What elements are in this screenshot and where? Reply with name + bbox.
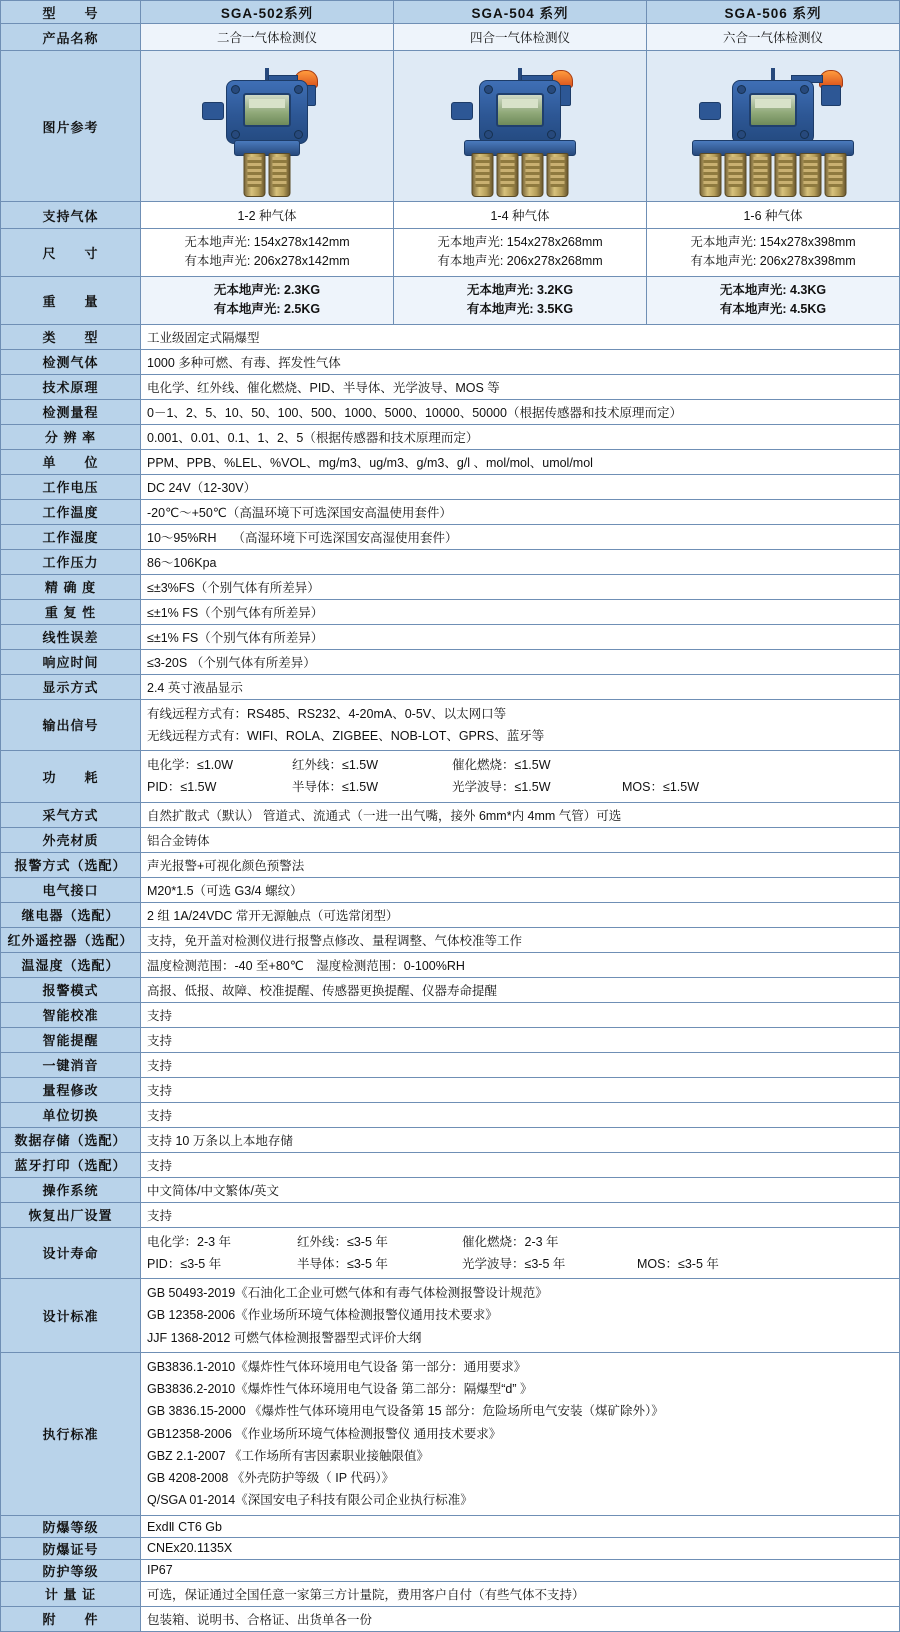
row-label: 温湿度（选配） (1, 952, 141, 977)
row-label: 检测气体 (1, 349, 141, 374)
table-row-spec (1, 1559, 900, 1581)
size-506-line2: 有本地声光: 206x278x398mm (690, 254, 856, 269)
row-label-design-life: 设计寿命 (1, 1227, 141, 1279)
row-value: 支持 (141, 1202, 900, 1227)
row-value: PPM、PPB、%LEL、%VOL、mg/m3、ug/m3、g/m3、g/l 、mol/mol、umol/mol (141, 449, 900, 474)
table-row-spec (1, 1077, 900, 1102)
output-signal-line2: 无线远程方式有：WIFI、ROLA、ZIGBEE、NOB-LOT、GPRS、蓝牙等 (147, 728, 545, 743)
power-value (141, 751, 900, 803)
row-value: ≤±3%FS（个别气体有所差异） (141, 574, 900, 599)
size-506 (647, 229, 900, 277)
table-row-spec (1, 1152, 900, 1177)
weight-506 (647, 276, 900, 324)
device-illustration-6gas (653, 54, 893, 200)
device-image-506 (647, 51, 900, 202)
size-502 (141, 229, 394, 277)
row-label: 附 件 (1, 1606, 141, 1631)
design-standard-line3: JJF 1368-2012 可燃气体检测报警器型式评价大纲 (147, 1330, 422, 1345)
power-row-1 (147, 754, 893, 776)
model-504: SGA-504 系列 (394, 1, 647, 24)
row-label-weight: 重 量 (1, 276, 141, 324)
table-row-spec (1, 952, 900, 977)
power-semiconductor: 半导体：≤1.5W (292, 780, 379, 795)
table-row-image (1, 51, 900, 202)
weight-502 (141, 276, 394, 324)
weight-502-line2: 有本地声光: 2.5KG (213, 302, 321, 317)
table-row-spec (1, 449, 900, 474)
table-row-spec (1, 827, 900, 852)
life-row-1 (147, 1231, 893, 1253)
power-pid: PID：≤1.5W (147, 780, 217, 795)
exec-standard-line4: GB12358-2006 《作业场所环境气体检测报警仪 通用技术要求》 (147, 1426, 502, 1441)
exec-standard-line7: Q/SGA 01-2014《深国安电子科技有限公司企业执行标准》 (147, 1493, 473, 1508)
weight-506-line2: 有本地声光: 4.5KG (719, 302, 827, 317)
weight-504 (394, 276, 647, 324)
model-506: SGA-506 系列 (647, 1, 900, 24)
support-gas-502: 1-2 种气体 (141, 202, 394, 229)
power-optical: 光学波导：≤1.5W (452, 780, 551, 795)
table-row-spec (1, 1102, 900, 1127)
size-504-line2: 有本地声光: 206x278x268mm (437, 254, 603, 269)
row-value: CNEx20.1135X (141, 1537, 900, 1559)
weight-506-line1: 无本地声光: 4.3KG (719, 282, 827, 297)
row-label: 防爆等级 (1, 1515, 141, 1537)
row-value: 声光报警+可视化颜色预警法 (141, 852, 900, 877)
row-label: 分 辨 率 (1, 424, 141, 449)
row-value: ExdⅡ CT6 Gb (141, 1515, 900, 1537)
row-value: 高报、低报、故障、校准提醒、传感器更换提醒、仪器寿命提醒 (141, 977, 900, 1002)
table-row-spec (1, 499, 900, 524)
row-label-exec-standard: 执行标准 (1, 1352, 141, 1515)
table-row-spec (1, 902, 900, 927)
row-value: 支持 (141, 1052, 900, 1077)
product-name-506: 六合一气体检测仪 (647, 24, 900, 51)
row-value: 86～106Kpa (141, 549, 900, 574)
row-label-design-standard: 设计标准 (1, 1279, 141, 1353)
device-image-502 (141, 51, 394, 202)
row-label: 响应时间 (1, 649, 141, 674)
row-label: 类 型 (1, 324, 141, 349)
row-label-product-name: 产品名称 (1, 24, 141, 51)
row-value: 自然扩散式（默认） 管道式、流通式（一进一出气嘴，接外 6mm*内 4mm 气管）可选 (141, 802, 900, 827)
row-value: 工业级固定式隔爆型 (141, 324, 900, 349)
row-value: 0.001、0.01、0.1、1、2、5（根据传感器和技术原理而定） (141, 424, 900, 449)
row-value: 包装箱、说明书、合格证、出货单各一份 (141, 1606, 900, 1631)
row-value: ≤3-20S （个别气体有所差异） (141, 649, 900, 674)
table-row-spec (1, 1177, 900, 1202)
life-mos: MOS：≤3-5 年 (637, 1256, 719, 1271)
power-mos: MOS：≤1.5W (622, 780, 700, 795)
design-standard-line1: GB 50493-2019《石油化工企业可燃气体和有毒气体检测报警设计规范》 (147, 1286, 548, 1300)
row-label: 工作温度 (1, 499, 141, 524)
life-optical: 光学波导：≤3-5 年 (462, 1256, 566, 1271)
size-502-line2: 有本地声光: 206x278x142mm (184, 254, 350, 269)
row-value: 支持 (141, 1152, 900, 1177)
row-value: 0－1、2、5、10、50、100、500、1000、5000、10000、50000（根据传感器和技术原理而定） (141, 399, 900, 424)
table-row-output-signal (1, 699, 900, 751)
row-label: 计 量 证 (1, 1581, 141, 1606)
table-row-size (1, 229, 900, 277)
row-label-size: 尺 寸 (1, 229, 141, 277)
table-row-design-life (1, 1227, 900, 1279)
table-row-spec (1, 474, 900, 499)
row-value: 支持，免开盖对检测仪进行报警点修改、量程调整、气体校准等工作 (141, 927, 900, 952)
row-value: 支持 (141, 1002, 900, 1027)
row-label: 工作湿度 (1, 524, 141, 549)
row-label-output-signal: 输出信号 (1, 699, 141, 751)
row-label-support-gas: 支持气体 (1, 202, 141, 229)
row-label: 单 位 (1, 449, 141, 474)
table-row-spec (1, 977, 900, 1002)
table-row-product-name (1, 24, 900, 51)
row-label: 报警模式 (1, 977, 141, 1002)
row-value: 支持 10 万条以上本地存储 (141, 1127, 900, 1152)
table-row-spec (1, 1606, 900, 1631)
table-row-spec (1, 349, 900, 374)
table-row-spec (1, 1515, 900, 1537)
size-506-line1: 无本地声光: 154x278x398mm (690, 235, 856, 249)
support-gas-506: 1-6 种气体 (647, 202, 900, 229)
row-label: 智能校准 (1, 1002, 141, 1027)
design-life-value (141, 1227, 900, 1279)
row-label-image: 图片参考 (1, 51, 141, 202)
size-504 (394, 229, 647, 277)
table-row-support-gas (1, 202, 900, 229)
exec-standard-value (141, 1352, 900, 1515)
row-label: 显示方式 (1, 674, 141, 699)
life-pid: PID：≤3-5 年 (147, 1256, 222, 1271)
row-label-power: 功 耗 (1, 751, 141, 803)
output-signal-value (141, 699, 900, 751)
table-row-spec (1, 649, 900, 674)
row-value: M20*1.5（可选 G3/4 螺纹） (141, 877, 900, 902)
table-row-spec (1, 674, 900, 699)
row-value: 10～95%RH （高湿环境下可选深国安高湿使用套件） (141, 524, 900, 549)
row-label: 检测量程 (1, 399, 141, 424)
exec-standard-line1: GB3836.1-2010《爆炸性气体环境用电气设备 第一部分：通用要求》 (147, 1359, 527, 1374)
table-row-design-standard (1, 1279, 900, 1353)
table-row-spec (1, 1052, 900, 1077)
row-label: 防爆证号 (1, 1537, 141, 1559)
weight-502-line1: 无本地声光: 2.3KG (213, 282, 321, 297)
table-row-power (1, 751, 900, 803)
table-row-spec (1, 374, 900, 399)
life-row-2 (147, 1253, 893, 1275)
row-value: 可选，保证通过全国任意一家第三方计量院，费用客户自付（有些气体不支持） (141, 1581, 900, 1606)
table-row-spec (1, 877, 900, 902)
table-row-spec (1, 1027, 900, 1052)
device-illustration-2gas (182, 54, 352, 200)
model-502: SGA-502系列 (141, 1, 394, 24)
row-value: 中文简体/中文繁体/英文 (141, 1177, 900, 1202)
row-value: DC 24V（12-30V） (141, 474, 900, 499)
life-catalytic: 催化燃烧：2-3 年 (462, 1234, 559, 1249)
row-value: 电化学、红外线、催化燃烧、PID、半导体、光学波导、MOS 等 (141, 374, 900, 399)
row-label: 工作电压 (1, 474, 141, 499)
power-catalytic: 催化燃烧：≤1.5W (452, 758, 551, 772)
table-row-exec-standard (1, 1352, 900, 1515)
power-ir: 红外线：≤1.5W (292, 758, 379, 772)
support-gas-504: 1-4 种气体 (394, 202, 647, 229)
row-label: 恢复出厂设置 (1, 1202, 141, 1227)
exec-standard-line2: GB3836.2-2010《爆炸性气体环境用电气设备 第二部分：隔爆型“d” 》 (147, 1382, 533, 1396)
row-label: 防护等级 (1, 1559, 141, 1581)
product-name-502: 二合一气体检测仪 (141, 24, 394, 51)
row-value: 支持 (141, 1027, 900, 1052)
table-row-spec (1, 624, 900, 649)
row-value: 2 组 1A/24VDC 常开无源触点（可选常闭型） (141, 902, 900, 927)
table-row-spec (1, 1127, 900, 1152)
row-label: 重 复 性 (1, 599, 141, 624)
power-echem: 电化学：≤1.0W (147, 758, 234, 772)
row-label: 电气接口 (1, 877, 141, 902)
table-row-spec (1, 1581, 900, 1606)
table-row-spec (1, 574, 900, 599)
life-echem: 电化学：2-3 年 (147, 1234, 232, 1249)
row-value: 1000 多种可燃、有毒、挥发性气体 (141, 349, 900, 374)
row-value: ≤±1% FS（个别气体有所差异） (141, 624, 900, 649)
exec-standard-line6: GB 4208-2008 《外壳防护等级（ IP 代码）》 (147, 1471, 395, 1485)
product-name-504: 四合一气体检测仪 (394, 24, 647, 51)
table-row-spec (1, 424, 900, 449)
row-value: 铝合金铸体 (141, 827, 900, 852)
table-row-spec (1, 927, 900, 952)
row-label: 数据存储（选配） (1, 1127, 141, 1152)
row-label-model: 型 号 (1, 1, 141, 24)
table-row-weight (1, 276, 900, 324)
table-row-spec (1, 399, 900, 424)
table-row-spec (1, 1537, 900, 1559)
life-semiconductor: 半导体：≤3-5 年 (297, 1256, 388, 1271)
table-row-spec (1, 549, 900, 574)
device-illustration-4gas (415, 54, 625, 200)
design-standard-line2: GB 12358-2006《作业场所环境气体检测报警仪通用技术要求》 (147, 1308, 498, 1323)
row-label: 继电器（选配） (1, 902, 141, 927)
row-label: 单位切换 (1, 1102, 141, 1127)
exec-standard-line5: GBZ 2.1-2007 《工作场所有害因素职业接触限值》 (147, 1448, 429, 1463)
row-value: 温度检测范围：-40 至+80℃ 湿度检测范围：0-100%RH (141, 952, 900, 977)
table-row-spec (1, 599, 900, 624)
size-502-line1: 无本地声光: 154x278x142mm (184, 235, 350, 249)
row-value: 2.4 英寸液晶显示 (141, 674, 900, 699)
row-value: IP67 (141, 1559, 900, 1581)
table-row-spec (1, 324, 900, 349)
row-value: -20℃～+50℃（高温环境下可选深国安高温使用套件） (141, 499, 900, 524)
exec-standard-line3: GB 3836.15-2000 《爆炸性气体环境用电气设备第 15 部分：危险场所电气安装（煤矿除外）》 (147, 1404, 664, 1419)
table-row-spec (1, 852, 900, 877)
table-row-spec (1, 1002, 900, 1027)
row-value: ≤±1% FS（个别气体有所差异） (141, 599, 900, 624)
table-row-spec (1, 524, 900, 549)
row-label: 工作压力 (1, 549, 141, 574)
device-image-504 (394, 51, 647, 202)
row-label: 报警方式（选配） (1, 852, 141, 877)
table-row-model (1, 1, 900, 24)
row-label: 外壳材质 (1, 827, 141, 852)
life-ir: 红外线：≤3-5 年 (297, 1234, 388, 1249)
row-label: 红外遥控器（选配） (1, 927, 141, 952)
row-label: 智能提醒 (1, 1027, 141, 1052)
power-row-2 (147, 776, 893, 798)
row-label: 蓝牙打印（选配） (1, 1152, 141, 1177)
row-label: 量程修改 (1, 1077, 141, 1102)
weight-504-line2: 有本地声光: 3.5KG (466, 302, 574, 317)
size-504-line1: 无本地声光: 154x278x268mm (437, 235, 603, 249)
row-value: 支持 (141, 1102, 900, 1127)
table-row-spec (1, 1202, 900, 1227)
output-signal-line1: 有线远程方式有：RS485、RS232、4-20mA、0-5V、以太网口等 (147, 706, 507, 721)
row-label: 精 确 度 (1, 574, 141, 599)
design-standard-value (141, 1279, 900, 1353)
row-value: 支持 (141, 1077, 900, 1102)
weight-504-line1: 无本地声光: 3.2KG (466, 282, 574, 297)
row-label: 采气方式 (1, 802, 141, 827)
table-row-spec (1, 802, 900, 827)
row-label: 技术原理 (1, 374, 141, 399)
row-label: 一键消音 (1, 1052, 141, 1077)
row-label: 操作系统 (1, 1177, 141, 1202)
row-label: 线性误差 (1, 624, 141, 649)
